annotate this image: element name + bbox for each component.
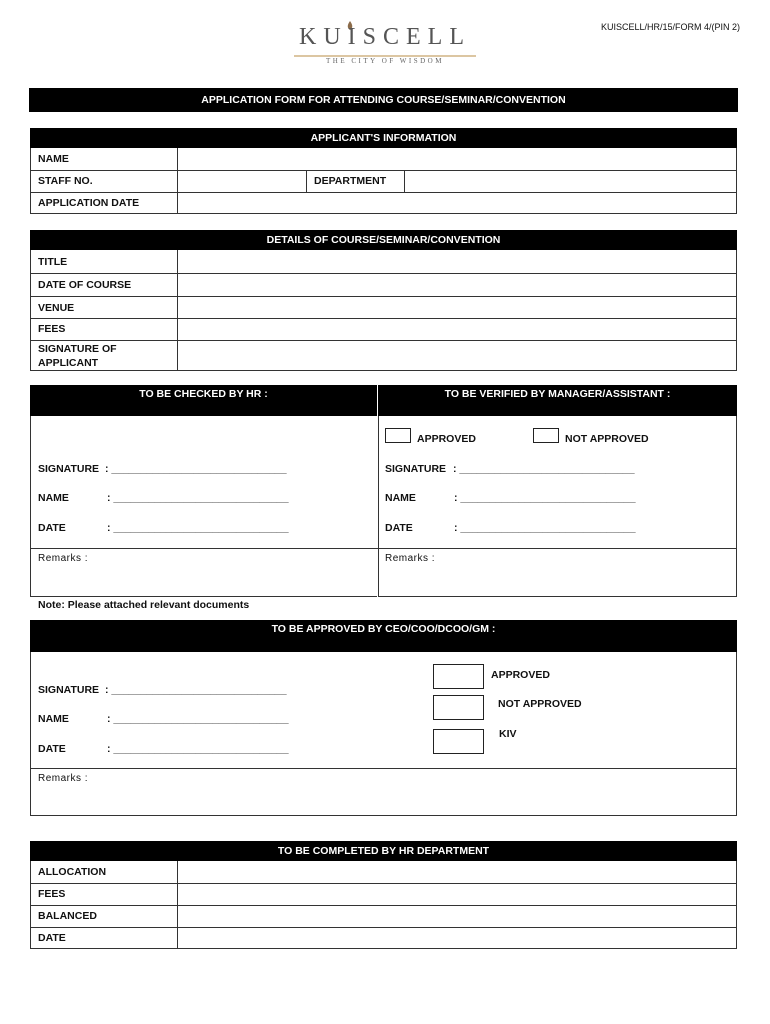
fees-field[interactable] (178, 319, 736, 339)
hr-signature-label: SIGNATURE (38, 463, 100, 475)
company-logo (290, 18, 480, 70)
hr-date-line[interactable]: : ______________________________ (107, 522, 289, 534)
ceo-remarks-label: Remarks : (38, 773, 89, 784)
label-hr-date: DATE (38, 932, 66, 944)
label-balanced: BALANCED (38, 910, 97, 922)
ceo-kiv-label: KIV (499, 728, 517, 740)
ceo-not-approved-label: NOT APPROVED (498, 698, 582, 710)
label-name: NAME (38, 153, 69, 165)
manager-approved-label: APPROVED (417, 433, 476, 445)
hr-name-label: NAME (38, 492, 69, 504)
allocation-field[interactable] (178, 862, 736, 882)
course-details-heading: DETAILS OF COURSE/SEMINAR/CONVENTION (30, 230, 737, 250)
label-hr-fees: FEES (38, 888, 66, 900)
ceo-approved-label: APPROVED (491, 669, 550, 681)
hr-department-heading: TO BE COMPLETED BY HR DEPARTMENT (30, 841, 737, 861)
hr-date-label: DATE (38, 522, 66, 534)
ceo-signature-line[interactable]: : ______________________________ (105, 684, 287, 696)
manager-name-line[interactable]: : ______________________________ (454, 492, 636, 504)
label-signature-of-applicant (38, 342, 117, 370)
hr-remarks-label: Remarks : (38, 553, 89, 564)
label-title: TITLE (38, 256, 68, 268)
hr-signature-line[interactable]: : ______________________________ (105, 463, 287, 475)
manager-signature-label: SIGNATURE (385, 463, 447, 475)
hr-name-line[interactable]: : ______________________________ (107, 492, 289, 504)
manager-remarks-field[interactable] (379, 549, 736, 596)
ceo-signature-label: SIGNATURE (38, 684, 100, 696)
hr-fees-field[interactable] (178, 884, 736, 904)
balanced-field[interactable] (178, 906, 736, 926)
manager-approved-checkbox[interactable] (385, 428, 411, 443)
manager-remarks-label: Remarks : (385, 553, 436, 564)
label-department: DEPARTMENT (314, 175, 387, 187)
manager-not-approved-label: NOT APPROVED (565, 433, 649, 445)
ceo-kiv-checkbox[interactable] (433, 729, 484, 754)
form-title: APPLICATION FORM FOR ATTENDING COURSE/SEMINAR/CONVENTION (29, 88, 738, 112)
label-venue: VENUE (38, 302, 75, 314)
manager-not-approved-checkbox[interactable] (533, 428, 559, 443)
department-field[interactable] (405, 171, 736, 191)
staff-no-field[interactable] (178, 171, 305, 191)
manager-date-line[interactable]: : ______________________________ (454, 522, 636, 534)
signature-label-line2: APPLICANT (38, 357, 99, 369)
ceo-approval-heading: TO BE APPROVED BY CEO/COO/DCOO/GM : (30, 620, 737, 638)
manager-date-label: DATE (385, 522, 413, 534)
ceo-approved-checkbox[interactable] (433, 664, 484, 689)
label-allocation: ALLOCATION (38, 866, 107, 878)
venue-field[interactable] (178, 297, 736, 317)
attachment-note: Note: Please attached relevant documents (38, 599, 250, 611)
hr-remarks-field[interactable] (31, 549, 377, 596)
manager-name-label: NAME (385, 492, 416, 504)
manager-signature-line[interactable]: : ______________________________ (453, 463, 635, 475)
label-fees: FEES (38, 323, 66, 335)
application-date-field[interactable] (178, 193, 736, 213)
logo-tagline: THE CITY OF WISDOM (326, 57, 444, 65)
ceo-name-label: NAME (38, 713, 69, 725)
ceo-date-line[interactable]: : ______________________________ (107, 743, 289, 755)
hr-check-heading: TO BE CHECKED BY HR : (30, 385, 377, 403)
label-application-date: APPLICATION DATE (38, 197, 140, 209)
signature-label-line1: SIGNATURE OF (38, 343, 117, 355)
ceo-remarks-field[interactable] (31, 769, 736, 815)
label-staff-no: STAFF NO. (38, 175, 93, 187)
name-field[interactable] (178, 149, 736, 169)
ceo-not-approved-checkbox[interactable] (433, 695, 484, 720)
form-code: KUISCELL/HR/15/FORM 4/(PIN 2) (600, 22, 740, 32)
applicant-info-heading: APPLICANT'S INFORMATION (30, 128, 737, 148)
title-field[interactable] (178, 251, 736, 272)
ceo-name-line[interactable]: : ______________________________ (107, 713, 289, 725)
date-of-course-field[interactable] (178, 274, 736, 295)
label-date-of-course: DATE OF COURSE (38, 279, 132, 291)
logo-wordmark: KUISCELL (299, 24, 471, 50)
applicant-signature-field[interactable] (178, 341, 736, 370)
ceo-date-label: DATE (38, 743, 66, 755)
hr-date-field[interactable] (178, 928, 736, 948)
manager-verify-heading: TO BE VERIFIED BY MANAGER/ASSISTANT : (378, 385, 737, 403)
